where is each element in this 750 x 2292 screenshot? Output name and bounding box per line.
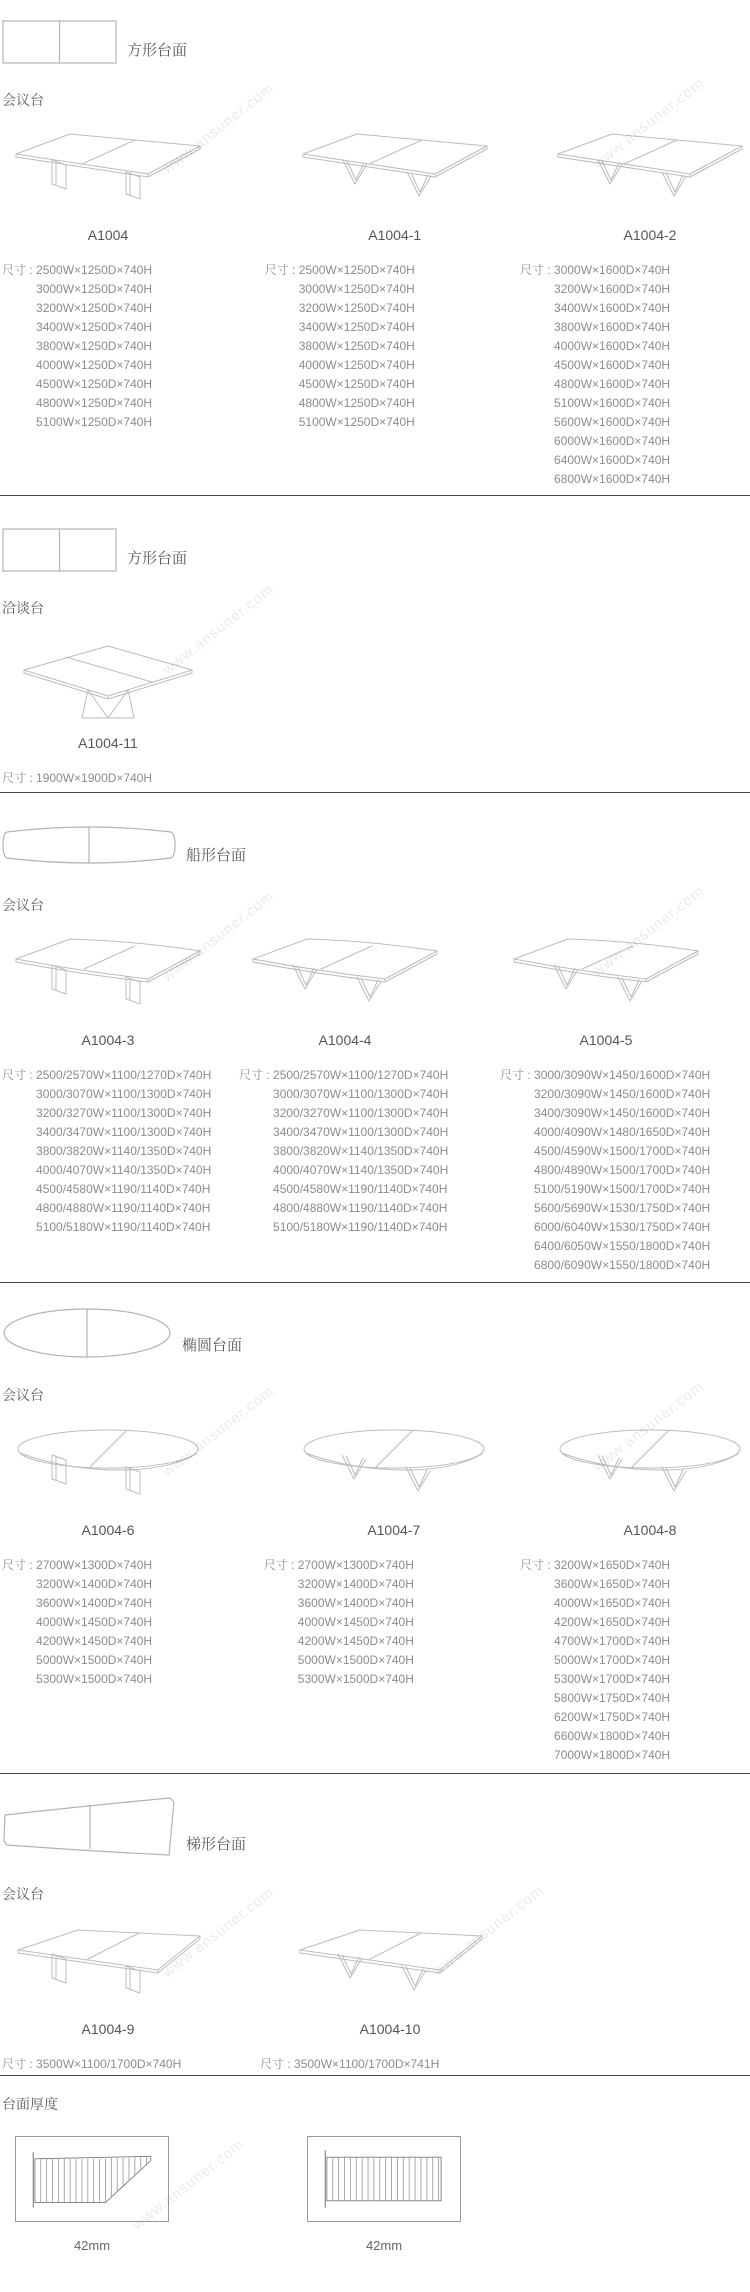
dims-prefix: 尺寸 : xyxy=(500,1068,535,1082)
watermark: www.ansuner.com xyxy=(589,882,708,981)
size-line: 4800/4880W×1190/1140D×740H xyxy=(36,1201,211,1215)
size-line: 3200W×1400D×740H xyxy=(297,1577,414,1591)
size-line: 4000W×1450D×740H xyxy=(297,1615,414,1629)
size-line: 3400/3470W×1100/1300D×740H xyxy=(273,1125,449,1139)
size-line: 4500/4580W×1190/1140D×740H xyxy=(273,1182,448,1196)
size-line: 2500/2570W×1100/1270D×740H xyxy=(273,1068,449,1082)
size-line: 3000W×1250D×740H xyxy=(36,282,153,296)
size-line: 4200W×1450D×740H xyxy=(36,1634,153,1648)
square-top-icon xyxy=(2,528,117,572)
size-line: 3800W×1250D×740H xyxy=(36,339,153,353)
size-list xyxy=(534,1066,710,1275)
size-line: 4800W×1250D×740H xyxy=(36,396,153,410)
size-line: 4800/4880W×1190/1140D×740H xyxy=(273,1201,448,1215)
size-line: 3200W×1250D×740H xyxy=(298,301,415,315)
product-code: A1004-8 xyxy=(623,1522,677,1538)
product xyxy=(264,1415,520,1765)
category-label: 会议台 xyxy=(2,1387,44,1403)
thickness-value: 42mm xyxy=(365,2238,403,2253)
product-code: A1004-3 xyxy=(81,1032,135,1048)
thickness-row xyxy=(15,2136,750,2253)
dims-prefix: 尺寸 : xyxy=(239,1068,274,1082)
dims-prefix: 尺寸 : xyxy=(2,263,37,277)
table-drawing xyxy=(506,925,706,1048)
size-line: 4200W×1450D×740H xyxy=(297,1634,414,1648)
size-line: 2700W×1300D×740H xyxy=(36,1558,153,1572)
size-line: 7000W×1800D×740H xyxy=(554,1748,671,1762)
size-list xyxy=(554,261,670,489)
size-line: 3400/3090W×1450/1600D×740H xyxy=(534,1106,711,1120)
tapered-edge-profile-icon xyxy=(16,2137,168,2221)
product-dimensions xyxy=(265,261,520,432)
product-dimensions xyxy=(2,2055,260,2074)
size-line: 4800W×1250D×740H xyxy=(298,396,415,410)
product xyxy=(2,1415,264,1765)
dims-prefix: 尺寸 : xyxy=(520,1558,555,1572)
shape-label: 船形台面 xyxy=(186,847,247,864)
dims-prefix: 尺寸 : xyxy=(520,263,555,277)
table-drawing xyxy=(8,120,208,243)
product-dimensions xyxy=(2,769,208,788)
section-square-negotiation xyxy=(0,495,750,792)
shape-label: 方形台面 xyxy=(127,550,188,567)
oval-top-icon xyxy=(2,1307,172,1359)
shape-label: 梯形台面 xyxy=(186,1836,247,1853)
size-line: 4200W×1650D×740H xyxy=(554,1615,671,1629)
size-line: 3200W×1250D×740H xyxy=(36,301,153,315)
category-label: 洽谈台 xyxy=(2,600,44,616)
size-line: 6400W×1600D×740H xyxy=(554,453,671,467)
product-dimensions xyxy=(264,1556,520,1689)
size-line: 3500W×1100/1700D×740H xyxy=(36,2057,182,2071)
shape-head xyxy=(2,1788,750,1858)
size-line: 4700W×1700D×740H xyxy=(554,1634,671,1648)
size-line: 3400W×1250D×740H xyxy=(298,320,415,334)
product-code: A1004-7 xyxy=(367,1522,421,1538)
dims-prefix: 尺寸 : xyxy=(2,2057,37,2071)
size-line: 3200/3090W×1450/1600D×740H xyxy=(534,1087,711,1101)
section-trapezoid-conference xyxy=(0,1773,750,2075)
watermark: www.ansuner.com xyxy=(129,2135,248,2234)
size-line: 4000W×1600D×740H xyxy=(554,339,671,353)
table-drawing xyxy=(294,1415,494,1538)
dims-prefix: 尺寸 : xyxy=(264,263,299,277)
product-code: A1004-10 xyxy=(359,2021,421,2037)
table-drawing xyxy=(290,1914,490,2037)
size-list xyxy=(36,769,152,788)
size-list xyxy=(36,1556,152,1689)
product-code: A1004-1 xyxy=(368,227,422,243)
watermark: www.ansuner.com xyxy=(589,1377,708,1476)
size-line: 4000/4070W×1140/1350D×740H xyxy=(36,1163,212,1177)
shape-head xyxy=(2,510,750,572)
watermark: www.ansuner.com xyxy=(159,79,278,178)
size-line: 3800/3820W×1140/1350D×740H xyxy=(273,1144,449,1158)
size-line: 4000W×1650D×740H xyxy=(554,1596,671,1610)
size-line: 4500W×1250D×740H xyxy=(298,377,415,391)
product xyxy=(2,1914,260,2074)
table-drawing xyxy=(8,628,208,751)
size-line: 4500W×1600D×740H xyxy=(554,358,671,372)
size-list xyxy=(294,2055,439,2074)
table-drawing xyxy=(550,120,750,243)
product xyxy=(2,628,208,788)
size-line: 5100/5180W×1190/1140D×740H xyxy=(36,1220,211,1234)
size-line: 3400W×1600D×740H xyxy=(554,301,671,315)
dims-prefix: 尺寸 : xyxy=(2,1558,37,1572)
size-line: 6000W×1600D×740H xyxy=(554,434,671,448)
product xyxy=(265,120,520,489)
size-line: 5600W×1600D×740H xyxy=(554,415,671,429)
size-line: 3200/3270W×1100/1300D×740H xyxy=(273,1106,449,1120)
trapezoid-top-icon xyxy=(2,1796,176,1858)
dims-prefix: 尺寸 : xyxy=(260,2057,295,2071)
dims-prefix: 尺寸 : xyxy=(263,1558,298,1572)
section-boat-conference xyxy=(0,792,750,1282)
section-oval-conference xyxy=(0,1282,750,1773)
size-line: 5000W×1500D×740H xyxy=(297,1653,414,1667)
size-line: 3400W×1250D×740H xyxy=(36,320,153,334)
size-line: 3000/3090W×1450/1600D×740H xyxy=(534,1068,711,1082)
category-label: 会议台 xyxy=(2,92,44,108)
size-line: 3800W×1250D×740H xyxy=(298,339,415,353)
product xyxy=(260,1914,490,2074)
size-line: 6800W×1600D×740H xyxy=(554,472,671,486)
section-square-conference xyxy=(0,0,750,495)
shape-head xyxy=(2,1297,750,1359)
thickness-box xyxy=(15,2136,169,2222)
size-line: 3600W×1400D×740H xyxy=(36,1596,153,1610)
size-line: 4000W×1250D×740H xyxy=(298,358,415,372)
size-line: 5100W×1250D×740H xyxy=(36,415,153,429)
size-line: 3600W×1650D×740H xyxy=(554,1577,671,1591)
size-line: 3000/3070W×1100/1300D×740H xyxy=(36,1087,212,1101)
size-line: 3200W×1650D×740H xyxy=(554,1558,671,1572)
product-code: A1004-9 xyxy=(81,2021,135,2037)
product xyxy=(520,120,750,489)
size-list xyxy=(36,1066,211,1237)
size-line: 6800/6090W×1550/1800D×740H xyxy=(534,1258,711,1272)
product-dimensions xyxy=(239,1066,500,1237)
size-line: 3000/3070W×1100/1300D×740H xyxy=(273,1087,449,1101)
product-dimensions xyxy=(2,1066,239,1237)
size-line: 6600W×1800D×740H xyxy=(554,1729,671,1743)
shape-head xyxy=(2,807,750,869)
size-list xyxy=(298,1556,414,1689)
product-dimensions xyxy=(2,261,265,432)
size-list xyxy=(36,261,152,432)
size-line: 4800W×1600D×740H xyxy=(554,377,671,391)
size-line: 6000/6040W×1530/1750D×740H xyxy=(534,1220,711,1234)
size-line: 4500/4590W×1500/1700D×740H xyxy=(534,1144,711,1158)
size-line: 3400/3470W×1100/1300D×740H xyxy=(36,1125,212,1139)
size-line: 6400/6050W×1550/1800D×740H xyxy=(534,1239,711,1253)
size-line: 5100/5190W×1500/1700D×740H xyxy=(534,1182,711,1196)
product-code: A1004-11 xyxy=(78,735,138,751)
square-top-icon xyxy=(2,20,117,64)
watermark: www.ansuner.com xyxy=(429,1881,548,1980)
thickness-item xyxy=(307,2136,461,2253)
product xyxy=(2,925,239,1275)
size-line: 5100W×1250D×740H xyxy=(298,415,415,429)
thickness-label: 台面厚度 xyxy=(2,2096,58,2112)
dims-prefix: 尺寸 : xyxy=(2,771,37,785)
size-line: 5300W×1700D×740H xyxy=(554,1672,671,1686)
size-line: 2500W×1250D×740H xyxy=(36,263,153,277)
size-line: 2500/2570W×1100/1270D×740H xyxy=(36,1068,212,1082)
size-line: 4000W×1450D×740H xyxy=(36,1615,153,1629)
product-row xyxy=(2,925,750,1275)
table-drawing xyxy=(245,925,445,1048)
size-line: 2700W×1300D×740H xyxy=(297,1558,414,1572)
shape-head xyxy=(2,2,750,64)
size-line: 5300W×1500D×740H xyxy=(297,1672,414,1686)
size-list xyxy=(554,1556,670,1765)
size-line: 5000W×1500D×740H xyxy=(36,1653,153,1667)
thickness-item xyxy=(15,2136,169,2253)
product xyxy=(500,925,710,1275)
boat-top-icon xyxy=(2,821,176,869)
category-label: 会议台 xyxy=(2,1886,44,1902)
size-line: 4500/4580W×1190/1140D×740H xyxy=(36,1182,211,1196)
size-line: 6200W×1750D×740H xyxy=(554,1710,671,1724)
product xyxy=(239,925,500,1275)
watermark: www.ansuner.com xyxy=(159,887,278,986)
shape-label: 方形台面 xyxy=(127,42,188,59)
product-dimensions xyxy=(520,1556,750,1765)
product-dimensions xyxy=(520,261,750,489)
table-drawing xyxy=(295,120,495,243)
product-row xyxy=(2,120,750,489)
size-line: 5300W×1500D×740H xyxy=(36,1672,153,1686)
product-row xyxy=(2,1914,750,2074)
product-code: A1004-5 xyxy=(579,1032,633,1048)
size-line: 3200W×1600D×740H xyxy=(554,282,671,296)
size-line: 3000W×1600D×740H xyxy=(554,263,671,277)
product xyxy=(2,120,265,489)
thickness-box xyxy=(307,2136,461,2222)
size-line: 4800/4890W×1500/1700D×740H xyxy=(534,1163,711,1177)
size-list xyxy=(36,2055,181,2074)
size-line: 1900W×1900D×740H xyxy=(36,771,153,785)
category-label: 会议台 xyxy=(2,897,44,913)
product-dimensions xyxy=(2,1556,264,1689)
size-line: 4500W×1250D×740H xyxy=(36,377,153,391)
size-line: 4000/4090W×1480/1650D×740H xyxy=(534,1125,711,1139)
product-dimensions xyxy=(260,2055,490,2074)
size-list xyxy=(299,261,415,432)
size-line: 3600W×1400D×740H xyxy=(297,1596,414,1610)
product-dimensions xyxy=(500,1066,710,1275)
thickness-value: 42mm xyxy=(73,2238,111,2253)
watermark: www.ansuner.com xyxy=(159,580,278,679)
size-line: 3000W×1250D×740H xyxy=(298,282,415,296)
shape-label: 椭圆台面 xyxy=(182,1337,243,1354)
size-line: 3500W×1100/1700D×741H xyxy=(294,2057,440,2071)
product-code: A1004-6 xyxy=(81,1522,135,1538)
product-row xyxy=(2,628,750,788)
watermark: www.ansuner.com xyxy=(589,74,708,173)
watermark: www.ansuner.com xyxy=(159,1382,278,1481)
table-drawing xyxy=(8,925,208,1048)
size-line: 5000W×1700D×740H xyxy=(554,1653,671,1667)
dims-prefix: 尺寸 : xyxy=(2,1068,37,1082)
size-line: 4000W×1250D×740H xyxy=(36,358,153,372)
table-drawing xyxy=(8,1914,208,2037)
size-line: 5100W×1600D×740H xyxy=(554,396,671,410)
watermark: www.ansuner.com xyxy=(159,1883,278,1982)
straight-edge-profile-icon xyxy=(308,2137,460,2221)
size-line: 4000/4070W×1140/1350D×740H xyxy=(273,1163,449,1177)
section-thickness xyxy=(0,2075,750,2292)
size-line: 5100/5180W×1190/1140D×740H xyxy=(273,1220,448,1234)
size-line: 3800W×1600D×740H xyxy=(554,320,671,334)
size-line: 3800/3820W×1140/1350D×740H xyxy=(36,1144,212,1158)
size-line: 3200/3270W×1100/1300D×740H xyxy=(36,1106,212,1120)
size-line: 5600/5690W×1530/1750D×740H xyxy=(534,1201,711,1215)
size-list xyxy=(273,1066,448,1237)
product-code: A1004 xyxy=(87,227,129,243)
product-row xyxy=(2,1415,750,1765)
size-line: 5800W×1750D×740H xyxy=(554,1691,671,1705)
size-line: 2500W×1250D×740H xyxy=(298,263,415,277)
size-line: 3200W×1400D×740H xyxy=(36,1577,153,1591)
product xyxy=(520,1415,750,1765)
product-code: A1004-4 xyxy=(318,1032,372,1048)
product-code: A1004-2 xyxy=(623,227,677,243)
table-drawing xyxy=(8,1415,208,1538)
table-drawing xyxy=(550,1415,750,1538)
